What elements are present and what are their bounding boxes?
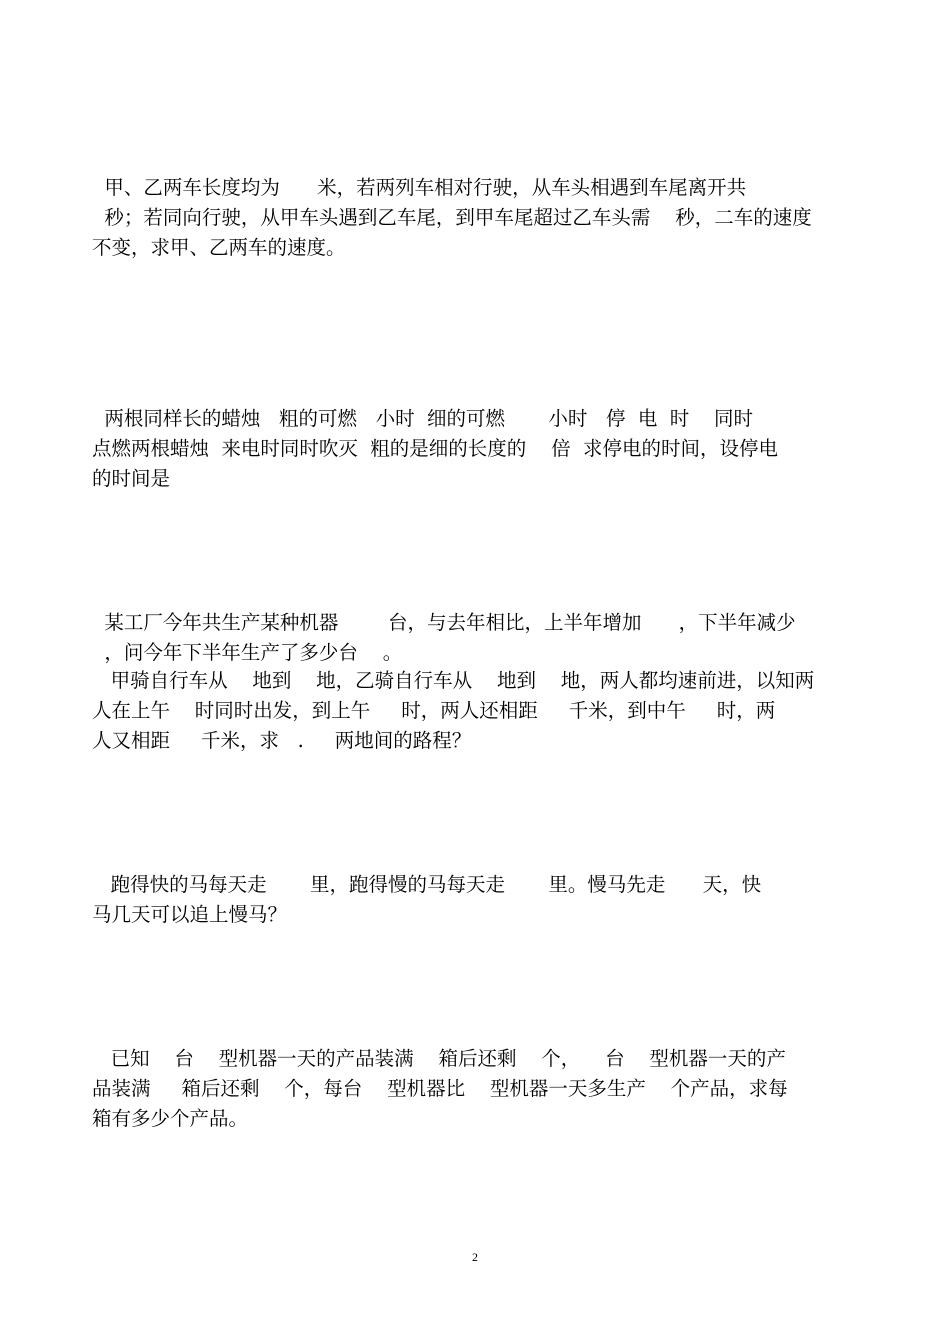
problem-line: 点燃两根蜡烛 来电时同时吹灭 粗的是细的长度的 倍 求停电的时间，设停电 xyxy=(92,437,778,460)
problem-line: 人又相距 千米，求 . 两地间的路程？ xyxy=(92,729,472,752)
problem-line: ，问今年下半年生产了多少台 。 xyxy=(92,641,403,664)
problem-line: 已知 台 型机器一天的产品装满 箱后还剩 个， 台 型机器一天的产 xyxy=(92,1047,786,1070)
problem-line: 甲骑自行车从 地到 地，乙骑自行车从 地到 地，两人都均速前进，以知两 xyxy=(92,669,815,692)
problem-line: 跑得快的马每天走 里，跑得慢的马每天走 里。慢马先走 天，快 xyxy=(92,873,762,896)
problem-line: 不变，求甲、乙两车的速度。 xyxy=(92,236,346,259)
problem-line: 箱有多少个产品。 xyxy=(92,1107,249,1130)
problem-line: 某工厂今年共生产某种机器 台，与去年相比，上半年增加 ，下半年减少 xyxy=(92,611,796,634)
problem-line: 品装满 箱后还剩 个，每台 型机器比 型机器一天多生产 个产品，求每 xyxy=(92,1077,788,1100)
page-number: 2 xyxy=(472,1250,478,1264)
problem-line: 秒；若同向行驶，从甲车头遇到乙车尾，到甲车尾超过乙车头需 秒，二车的速度 xyxy=(92,206,812,229)
problem-line: 的时间是 xyxy=(92,467,171,490)
problem-line: 两根同样长的蜡烛 粗的可燃 小时 细的可燃 小时 停 电 时 同时 xyxy=(92,407,754,430)
problem-line: 甲、乙两车长度均为 米，若两列车相对行驶，从车头相遇到车尾离开共 xyxy=(92,176,747,199)
problem-line: 人在上午 时同时出发，到上午 时，两人还相距 千米，到中午 时，两 xyxy=(92,699,776,722)
problem-line: 马几天可以追上慢马？ xyxy=(92,903,288,926)
